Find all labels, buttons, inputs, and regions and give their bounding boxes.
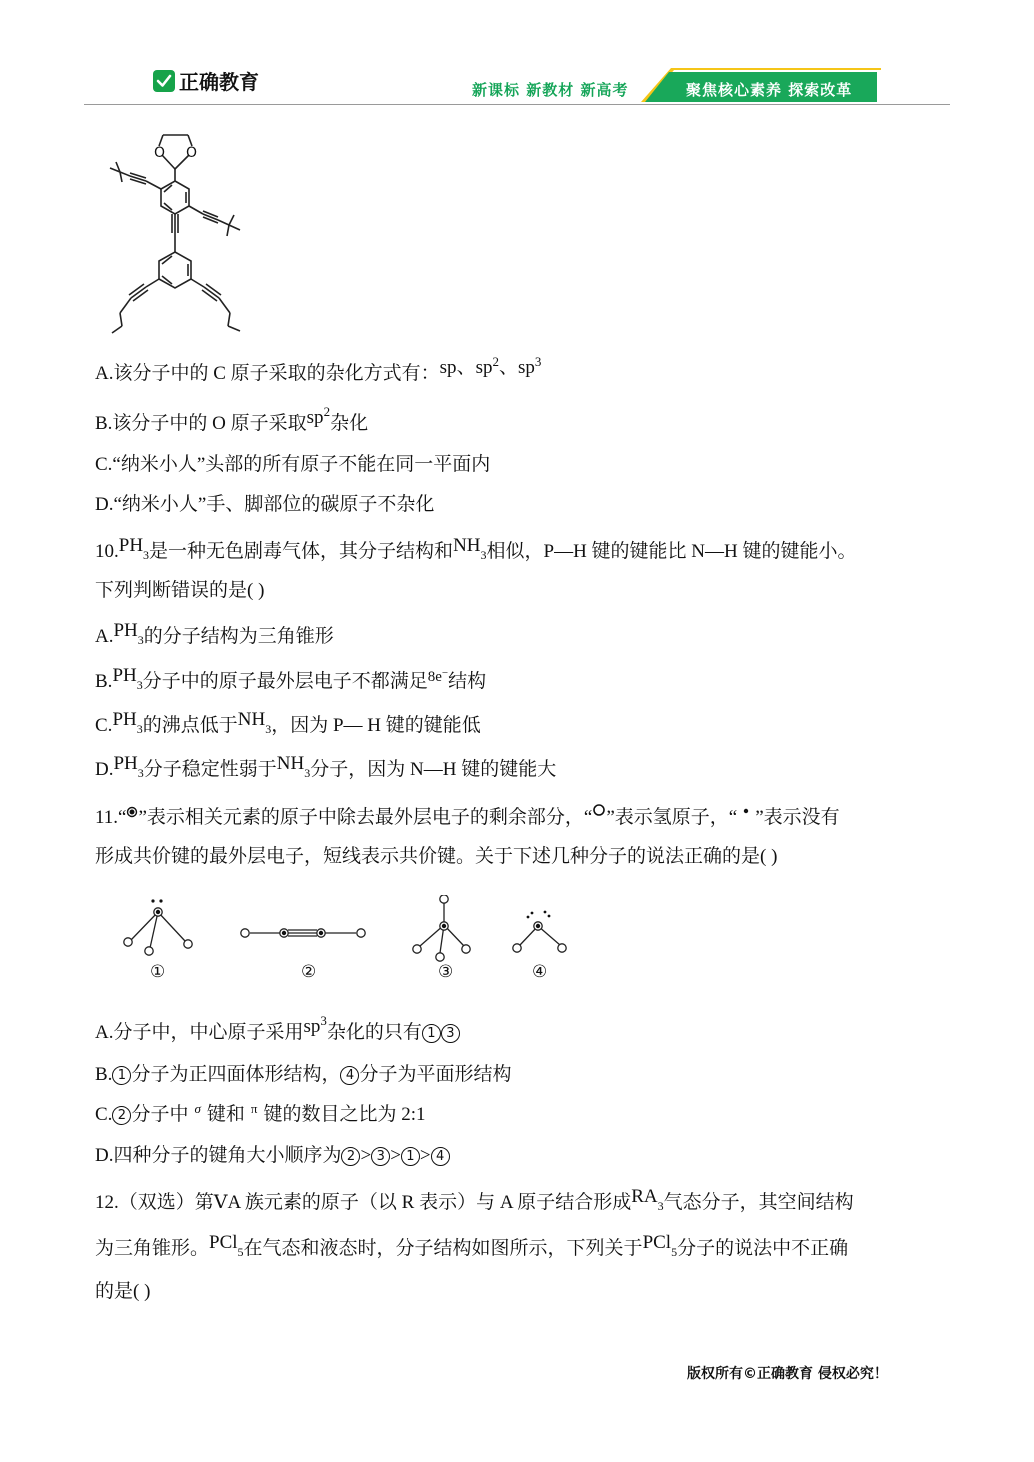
q9-option-d: D.“纳米小人”手、脚部位的碳原子不杂化: [95, 494, 435, 515]
oxygen-label-left: O: [154, 145, 166, 161]
q11-molecule-diagrams: [110, 895, 590, 990]
lone-electron-symbol-icon: [737, 806, 755, 816]
hydrogen-symbol-icon: [592, 803, 606, 817]
header-slogan: 新课标 新教材 新高考: [472, 81, 629, 99]
q11-stem-line1: 11.“ ”表示相关元素的原子中除去最外层电子的剩余部分，“ ”表示氢原子，“ ”表示没有: [95, 803, 840, 830]
q12-stem-line1: 12.（双选）第ⅤA 族元素的原子（以 R 表示）与 A 原子结合形成RA3气态分子，其空间结构: [95, 1186, 854, 1213]
header-banner-text: 聚焦核心素养 探索改革: [686, 81, 853, 99]
molecule-label-1: ①: [150, 962, 166, 982]
q9-option-a: A.该分子中的 C 原子采取的杂化方式有：sp、$sp^2$、$sp^3$: [95, 354, 542, 384]
kernel-symbol-icon: [126, 806, 138, 818]
q9-option-c: C.“纳米小人”头部的所有原子不能在同一平面内: [95, 454, 491, 475]
q11-option-d: D.四种分子的键角大小顺序为 2 > 3 > 1 > 4: [95, 1145, 450, 1168]
logo: [153, 66, 259, 95]
header-divider: [84, 104, 950, 105]
q10-option-b: B.PH3分子中的原子最外层电子不都满足$^{8e-}$结构: [95, 665, 487, 692]
q10-stem-line2: 下列判断错误的是( ): [95, 580, 265, 601]
q10-option-d: D.PH3分子稳定性弱于NH3分子，因为 N—H 键的键能大: [95, 753, 557, 780]
q12-stem-line2: 为三角锥形。PCl5在气态和液态时，分子结构如图所示，下列关于PCl5分子的说法中不正确: [95, 1232, 849, 1259]
q10-stem-line1: 10.PH3是一种无色剧毒气体，其分子结构和NH3相似，P—H 键的键能比 N—H 键的键能小。: [95, 535, 857, 562]
logo-text: 正确教育: [179, 70, 259, 94]
copyright-footer: 版权所有©正确教育 侵权必究！: [687, 1366, 888, 1382]
q9-option-b: B.该分子中的 O 原子采取$sp^2$杂化: [95, 404, 369, 434]
q10-option-c: C.PH3的沸点低于NH3，因为 P— H 键的键能低: [95, 709, 481, 736]
molecule-label-4: ④: [532, 962, 548, 982]
q12-stem-line3: 的是( ): [95, 1281, 151, 1302]
check-icon: [153, 70, 175, 92]
q11-option-a: A.分子中，中心原子采用$sp^3$杂化的只有 1 3: [95, 1022, 460, 1045]
oxygen-label-right: O: [186, 145, 198, 161]
q11-option-b: B. 1 分子为正四面体形结构， 4 分子为平面形结构: [95, 1064, 512, 1085]
page-header: [0, 0, 1034, 108]
q11-option-c: C. 2 分子中 $^\sigma$ 键和 $^\pi$ 键的数目之比为 2:1: [95, 1101, 426, 1125]
q10-option-a: A.PH3的分子结构为三角锥形: [95, 620, 334, 647]
nanokid-structure-diagram: [100, 120, 260, 340]
molecule-label-2: ②: [301, 962, 317, 982]
q11-stem-line2: 形成共价键的最外层电子，短线表示共价键。关于下述几种分子的说法正确的是( ): [95, 846, 778, 867]
molecule-label-3: ③: [438, 962, 454, 982]
